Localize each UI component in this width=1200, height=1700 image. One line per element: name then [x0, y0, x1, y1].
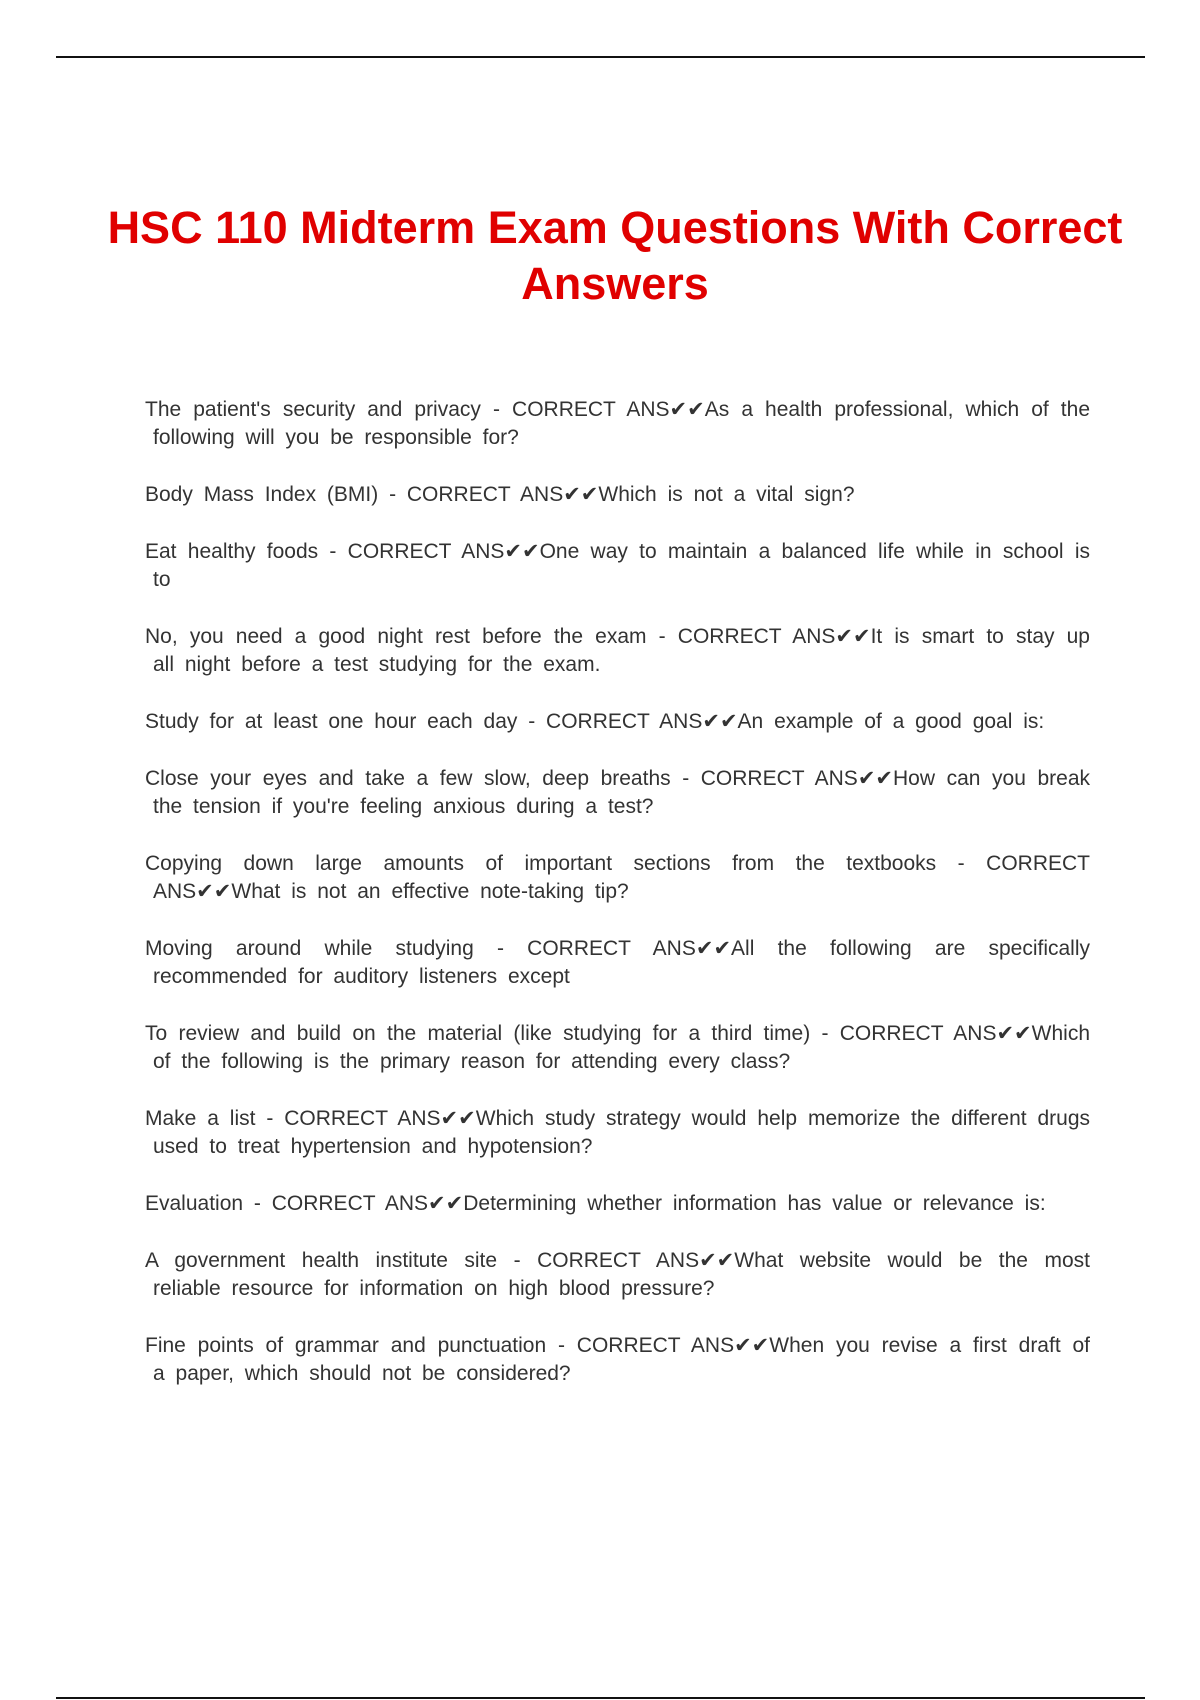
- qa-item: Close your eyes and take a few slow, deep breaths - CORRECT ANS✔✔How can you break the tension if you're feeling anxious during a test?: [145, 767, 1090, 818]
- qa-item: Make a list - CORRECT ANS✔✔Which study strategy would help memorize the different drugs used to treat hypertension and hypotension?: [145, 1107, 1090, 1158]
- qa-item: Evaluation - CORRECT ANS✔✔Determining whether information has value or relevance is:: [145, 1192, 1046, 1215]
- top-rule: [56, 56, 1145, 58]
- bottom-rule: [56, 1697, 1145, 1699]
- qa-item: Copying down large amounts of important sections from the textbooks - CORRECT ANS✔✔What is not an effective note-taking tip?: [145, 852, 1090, 903]
- qa-item: Eat healthy foods - CORRECT ANS✔✔One way to maintain a balanced life while in school is to: [145, 540, 1090, 591]
- qa-item: Study for at least one hour each day - CORRECT ANS✔✔An example of a good goal is:: [145, 710, 1045, 733]
- qa-item: To review and build on the material (like studying for a third time) - CORRECT ANS✔✔Which of the following is the primary reason for attending every class?: [145, 1022, 1090, 1073]
- qa-item: Fine points of grammar and punctuation - CORRECT ANS✔✔When you revise a first draft of a paper, which should not be considered?: [145, 1334, 1090, 1385]
- qa-list: [145, 396, 1090, 1417]
- qa-item: Body Mass Index (BMI) - CORRECT ANS✔✔Which is not a vital sign?: [145, 483, 855, 506]
- document-title: HSC 110 Midterm Exam Questions With Correct Answers: [107, 202, 1123, 309]
- qa-item: The patient's security and privacy - CORRECT ANS✔✔As a health professional, which of the following will you be responsible for?: [145, 398, 1090, 449]
- qa-item: A government health institute site - CORRECT ANS✔✔What website would be the most reliable resource for information on high blood pressure?: [145, 1249, 1090, 1300]
- qa-item: Moving around while studying - CORRECT ANS✔✔All the following are specifically recommended for auditory listeners except: [145, 937, 1090, 988]
- qa-item: No, you need a good night rest before the exam - CORRECT ANS✔✔It is smart to stay up all night before a test studying for the exam.: [145, 625, 1090, 676]
